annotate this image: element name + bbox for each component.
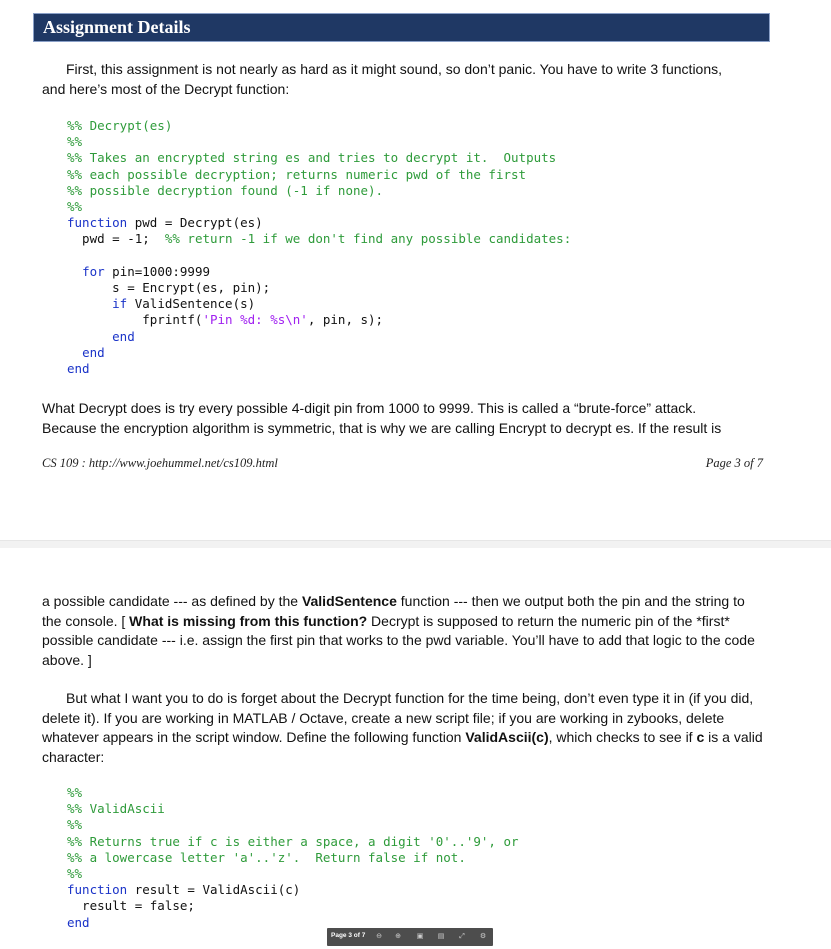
text-run: But what I want you to do is forget about the Decrypt function for the time being, don’t even type it in (if you did, delete it). If you are working in MATLAB / Octave, create a new script file; if you are working in zybooks, delete whatever appears in the script window. Define the following function — [42, 690, 754, 745]
code-line: %% — [67, 134, 83, 150]
code-line: %% Decrypt(es) — [67, 118, 173, 133]
intro-paragraph — [42, 60, 768, 99]
code-line: result = false; — [67, 898, 195, 914]
code-line: %% — [67, 866, 83, 882]
explanation-paragraph — [42, 399, 768, 438]
code-line: %% Returns true if c is either a space, a digit '0'..'9', or — [67, 833, 519, 849]
decrypt-function-code — [67, 118, 571, 377]
zoom-in-icon[interactable]: ⊕ — [395, 933, 401, 940]
code-line: if ValidSentence(s) — [112, 296, 256, 312]
code-line: %% — [67, 785, 83, 800]
continuation-paragraph — [42, 592, 768, 670]
code-line: %% a lowercase letter 'a'..'z'. Return false if not. — [67, 849, 466, 865]
text-run: a possible candidate --- as defined by the — [42, 593, 302, 609]
fit-width-icon[interactable]: ▤ — [437, 933, 445, 940]
intro-line-1: First, this assignment is not nearly as hard as it might sound, so don’t panic. You have to write 3 functions, — [66, 61, 723, 77]
pdf-viewer-toolbar — [327, 928, 493, 946]
code-line: end — [82, 344, 105, 360]
page-indicator: Page 3 of 7 — [331, 932, 366, 939]
text-run: , which checks to see if — [548, 729, 697, 745]
intro-line-2: and here’s most of the Decrypt function: — [42, 80, 290, 97]
explain-line-1: What Decrypt does is try every possible 4-digit pin from 1000 to 9999. This is called a “brute-force” attack. — [42, 400, 697, 416]
code-line: s = Encrypt(es, pin); — [67, 280, 271, 296]
text-run: is a valid character: — [42, 729, 763, 765]
code-line: pwd = -1; %% return -1 if we don't find any possible candidates: — [67, 231, 572, 247]
code-line: %% Takes an encrypted string es and tries to decrypt it. Outputs — [67, 150, 557, 166]
code-line: end — [112, 328, 135, 344]
text-run: Decrypt is supposed to return the numeric pin of the *first* possible candidate --- i.e. assign the first pin that works to the pwd variable. You’ll have to add that logic to the code above. ] — [42, 612, 755, 668]
code-line: fprintf('Pin %d: %s\n', pin, s); — [67, 312, 384, 328]
code-line: end — [67, 361, 90, 377]
code-line: %% each possible decryption; returns numeric pwd of the first — [67, 166, 527, 182]
text-run: function --- then we output both the pin and the string to the console. [ — [42, 593, 745, 629]
section-header — [33, 13, 770, 42]
section-title: Assignment Details — [43, 17, 191, 37]
validascii-function-code — [67, 785, 519, 931]
code-line: %% ValidAscii — [67, 801, 165, 817]
zoom-out-icon[interactable]: ⊖ — [376, 933, 382, 940]
fit-page-icon[interactable]: ▣ — [416, 933, 424, 940]
function-name-validascii: ValidAscii(c) — [465, 729, 549, 745]
page-footer-course-link: CS 109 : http://www.joehummel.net/cs109.html — [42, 456, 278, 470]
page-footer-number: Page 3 of 7 — [705, 456, 763, 470]
settings-icon[interactable]: ⚙ — [479, 933, 487, 940]
expand-icon[interactable]: ⤢ — [459, 933, 465, 940]
function-name-validsentence: ValidSentence — [301, 593, 397, 609]
question-highlight: What is missing from this function? — [129, 612, 368, 629]
code-line: %% — [67, 199, 83, 215]
code-line: end — [67, 914, 90, 930]
code-line: %% — [67, 817, 83, 833]
document-page-4 — [0, 548, 831, 949]
instructions-paragraph — [42, 689, 768, 767]
explain-line-2: Because the encryption algorithm is symmetric, that is why we are calling Encrypt to decrypt es. If the result is — [42, 419, 722, 436]
code-line: for pin=1000:9999 — [82, 263, 210, 279]
code-line: function result = ValidAscii(c) — [67, 882, 301, 898]
param-c: c — [696, 729, 705, 745]
code-line: %% possible decryption found (-1 if none). — [67, 182, 384, 198]
code-line: function pwd = Decrypt(es) — [67, 215, 263, 231]
